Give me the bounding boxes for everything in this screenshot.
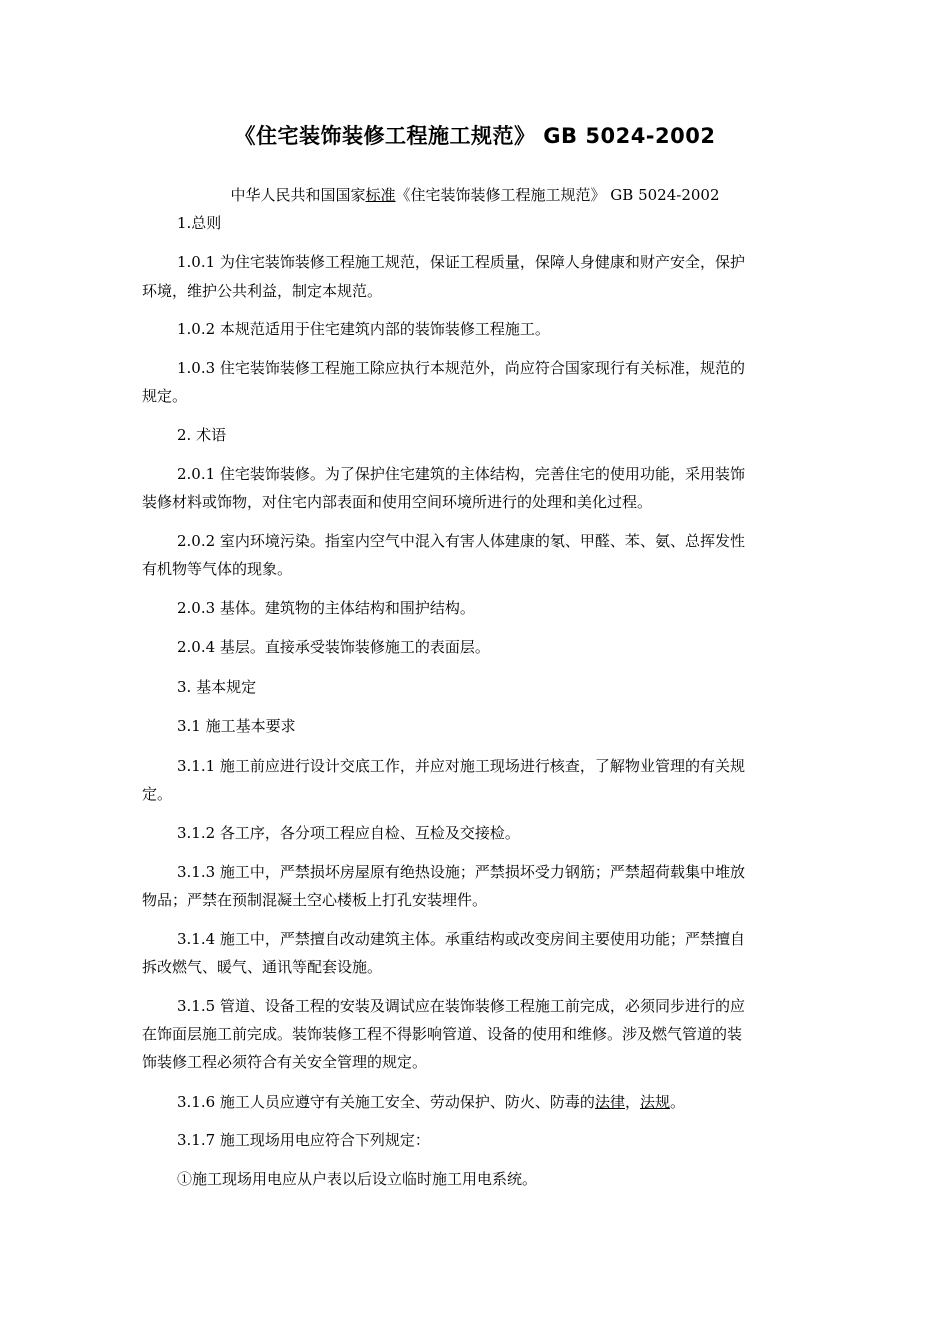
paragraph-1-0-3-line-2: 规定。 [142,387,188,405]
paragraph-3-1-4-line-1: 3.1.4 施工中，严禁擅自改动建筑主体。承重结构或改变房间主要使用功能；严禁擅自 [177,930,745,948]
paragraph-3-1-3-line-2: 物品；严禁在预制混凝土空心楼板上打孔安装埋件。 [142,891,488,909]
paragraph-3-1-1-line-1: 3.1.1 施工前应进行设计交底工作，并应对施工现场进行核查，了解物业管理的有关规 [177,757,745,775]
paragraph-2-0-2-line-2: 有机物等气体的现象。 [142,560,293,578]
paragraph-3-1-5-line-3: 饰装修工程必须符合有关安全管理的规定。 [142,1053,428,1071]
section-heading-1: 1.总则 [177,214,222,232]
paragraph-1-0-1-line-1: 1.0.1 为住宅装饰装修工程施工规范，保证工程质量，保障人身健康和财产安全，保护 [177,253,745,271]
paragraph-3-1-3-line-1: 3.1.3 施工中，严禁损坏房屋原有绝热设施；严禁损坏受力钢筋；严禁超荷载集中堆放 [177,863,745,881]
paragraph-3-1-4-line-2: 拆改燃气、暖气、通讯等配套设施。 [142,958,383,976]
paragraph-3-1-5-line-1: 3.1.5 管道、设备工程的安装及调试应在装饰装修工程施工前完成，必须同步进行的应 [177,997,745,1015]
paragraph-2-0-1-line-1: 2.0.1 住宅装饰装修。为了保护住宅建筑的主体结构，完善住宅的使用功能，采用装饰 [177,465,745,483]
section-heading-3: 3. 基本规定 [177,678,257,696]
separator-comma: ， [624,1093,640,1111]
paragraph-2-0-3: 2.0.3 基体。建筑物的主体结构和围护结构。 [177,599,475,617]
regulation-link[interactable]: 法规 [639,1093,670,1111]
paragraph-3-1-5-line-2: 在饰面层施工前完成。装饰装修工程不得影响管道、设备的使用和维修。涉及燃气管道的装 [142,1025,743,1043]
paragraph-2-0-4: 2.0.4 基层。直接承受装饰装修施工的表面层。 [177,638,490,656]
document-subtitle [0,184,950,205]
document-title: 《住宅装饰装修工程施工规范》 GB 5024-2002 [234,124,716,148]
paragraph-3-1-7: 3.1.7 施工现场用电应符合下列规定： [177,1131,430,1149]
paragraph-1-0-2: 1.0.2 本规范适用于住宅建筑内部的装饰装修工程施工。 [177,320,550,338]
paragraph-3-1-1-line-2: 定。 [142,785,173,803]
subtitle-prefix: 中华人民共和国国家 [230,186,366,204]
section-heading-3-1: 3.1 施工基本要求 [177,717,296,735]
paragraph-2-0-1-line-2: 装修材料或饰物，对住宅内部表面和使用空间环境所进行的处理和美化过程。 [142,493,653,511]
paragraph-2-0-2-line-1: 2.0.2 室内环境污染。指室内空气中混入有害人体建康的氡、甲醛、苯、氨、总挥发性 [177,532,745,550]
list-item-3-1-7-1: ①施工现场用电应从户表以后设立临时施工用电系统。 [177,1170,538,1188]
paragraph-3-1-6-text: 3.1.6 施工人员应遵守有关施工安全、劳动保护、防火、防毒的 [177,1093,595,1111]
section-heading-2: 2. 术语 [177,426,227,444]
paragraph-3-1-6 [142,1087,845,1117]
standard-link[interactable]: 标准 [365,186,396,204]
law-link[interactable]: 法律 [594,1093,625,1111]
sentence-end: 。 [669,1093,685,1111]
paragraph-1-0-3-line-1: 1.0.3 住宅装饰装修工程施工除应执行本规范外，尚应符合国家现行有关标准，规范的 [177,359,745,377]
subtitle-suffix: 《住宅装饰装修工程施工规范》 GB 5024-2002 [395,186,720,204]
paragraph-3-1-2: 3.1.2 各工序，各分项工程应自检、互检及交接检。 [177,824,520,842]
paragraph-1-0-1-line-2: 环境，维护公共利益，制定本规范。 [142,282,383,300]
